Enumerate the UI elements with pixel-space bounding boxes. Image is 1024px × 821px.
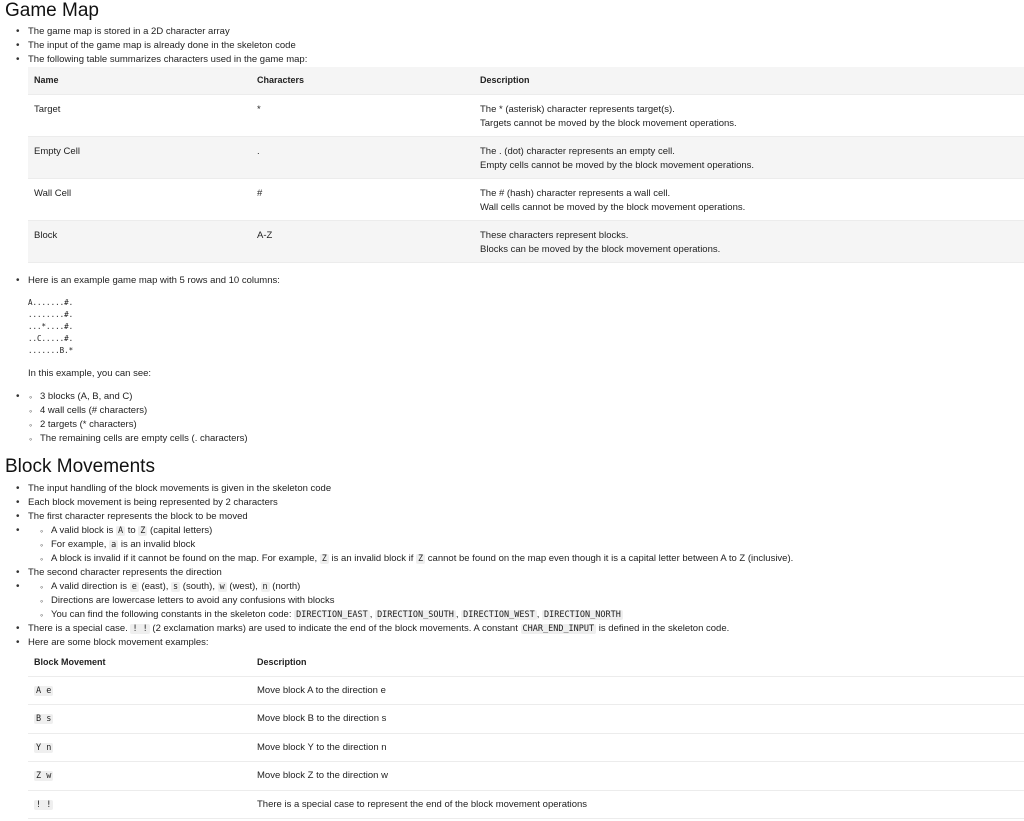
cell-movement: Z w xyxy=(36,771,52,782)
map-row: .......B.* xyxy=(28,346,74,355)
cell-movement: A e xyxy=(36,685,52,696)
column-header-description: Description xyxy=(257,657,307,668)
sub-list-container xyxy=(5,580,793,620)
cell-name: Wall Cell xyxy=(34,187,72,199)
table-row xyxy=(28,705,1024,734)
cell-description: These characters represent blocks. Blocks can be moved by the block movement operations. xyxy=(480,229,721,255)
cell-description: The * (asterisk) character represents target(s). Targets cannot be moved by the block movement operations. xyxy=(480,103,737,129)
list-item: • The following table summarizes characters used in the game map: xyxy=(5,53,307,67)
cell-description: Move block B to the direction s xyxy=(257,713,387,725)
see-text: In this example, you can see: xyxy=(28,368,152,379)
block-movement-table xyxy=(28,649,1024,819)
list-item: ◦ You can find the following constants in the skeleton code: DIRECTION_EAST , DIRECTION_SOUTH , DIRECTION_WEST , DIRECTION_NORTH xyxy=(5,608,793,622)
map-row: ........#. xyxy=(28,310,74,319)
list-item: ◦ 4 wall cells (# characters) xyxy=(0,404,248,418)
block-movements-heading: Block Movements xyxy=(5,456,155,477)
see-list xyxy=(5,390,248,444)
cell-movement: ! ! xyxy=(36,799,52,810)
cell-description: Move block Z to the direction w xyxy=(257,770,388,782)
list-item: ◦ For example, a is an invalid block xyxy=(5,538,793,552)
table-row xyxy=(28,733,1024,762)
column-header-block-movement: Block Movement xyxy=(34,657,106,668)
column-header-name: Name xyxy=(34,75,59,86)
example-intro xyxy=(5,274,280,288)
list-item: • The input of the game map is already done in the skeleton code xyxy=(5,39,307,53)
list-item: • The first character represents the block to be moved xyxy=(5,510,793,524)
list-item: • Here is an example game map with 5 rows and 10 columns: xyxy=(5,274,280,288)
game-map-bullets xyxy=(5,25,307,67)
list-item: ◦ Directions are lowercase letters to avoid any confusions with blocks xyxy=(5,594,793,608)
cell-characters: * xyxy=(257,103,261,115)
map-row: ...*....#. xyxy=(28,322,74,331)
cell-movement: B s xyxy=(36,714,52,725)
cell-description: There is a special case to represent the end of the block movement operations xyxy=(257,798,588,810)
list-item: • Each block movement is being represented by 2 characters xyxy=(5,496,793,510)
cell-characters: # xyxy=(257,187,263,199)
list-item: • There is a special case. ! ! (2 exclamation marks) are used to indicate the end of the block movements. A constant CHAR_END_INPUT is defined in the skeleton code. xyxy=(5,622,793,636)
cell-name: Target xyxy=(34,103,61,115)
table-row xyxy=(28,220,1024,262)
example-game-map xyxy=(28,297,73,357)
cell-description: The . (dot) character represents an empty cell. Empty cells cannot be moved by the block movement operations. xyxy=(480,145,755,171)
table-row xyxy=(28,762,1024,791)
column-header-description: Description xyxy=(480,75,530,86)
cell-characters: . xyxy=(257,145,260,157)
list-item: ◦ A block is invalid if it cannot be found on the map. For example, Z is an invalid block if Z cannot be found on the map even though it is a capital letter between A to Z (inclusive). xyxy=(5,552,793,566)
block-movements-bullets xyxy=(5,482,793,650)
cell-movement: Y n xyxy=(36,742,52,753)
sub-list-container xyxy=(5,524,794,564)
list-item: ◦ • A valid block is A to Z (capital letters) xyxy=(5,524,793,538)
table-row xyxy=(28,94,1024,136)
table-row xyxy=(28,790,1024,819)
map-row: A.......#. xyxy=(28,298,74,307)
cell-characters: A-Z xyxy=(257,229,273,241)
cell-description: Move block Y to the direction n xyxy=(257,741,387,753)
table-row xyxy=(28,178,1024,220)
list-item: • The game map is stored in a 2D character array xyxy=(5,25,307,39)
list-item: ◦ The remaining cells are empty cells (. characters) xyxy=(0,432,248,446)
table-row xyxy=(28,676,1024,705)
cell-description: The # (hash) character represents a wall cell. Wall cells cannot be moved by the block movement operations. xyxy=(480,187,746,213)
list-item: ◦ • 3 blocks (A, B, and C) xyxy=(0,390,248,404)
cell-description: Move block A to the direction e xyxy=(257,684,386,696)
map-row: ..C.....#. xyxy=(28,334,74,343)
characters-table xyxy=(28,67,1024,263)
list-item: • The second character represents the direction xyxy=(5,566,793,580)
cell-name: Block xyxy=(34,229,58,241)
table-row xyxy=(28,136,1024,178)
list-item: • The input handling of the block movements is given in the skeleton code xyxy=(5,482,793,496)
game-map-heading: Game Map xyxy=(5,0,99,21)
column-header-characters: Characters xyxy=(257,75,305,86)
list-item: ◦ 2 targets (* characters) xyxy=(0,418,248,432)
cell-name: Empty Cell xyxy=(34,145,80,157)
list-item: • Here are some block movement examples: xyxy=(5,636,793,650)
list-item: ◦ • A valid direction is e (east), s (south), w (west), n (north) xyxy=(5,580,793,594)
table-header-row xyxy=(28,67,1024,94)
table-header-row xyxy=(28,649,1024,676)
